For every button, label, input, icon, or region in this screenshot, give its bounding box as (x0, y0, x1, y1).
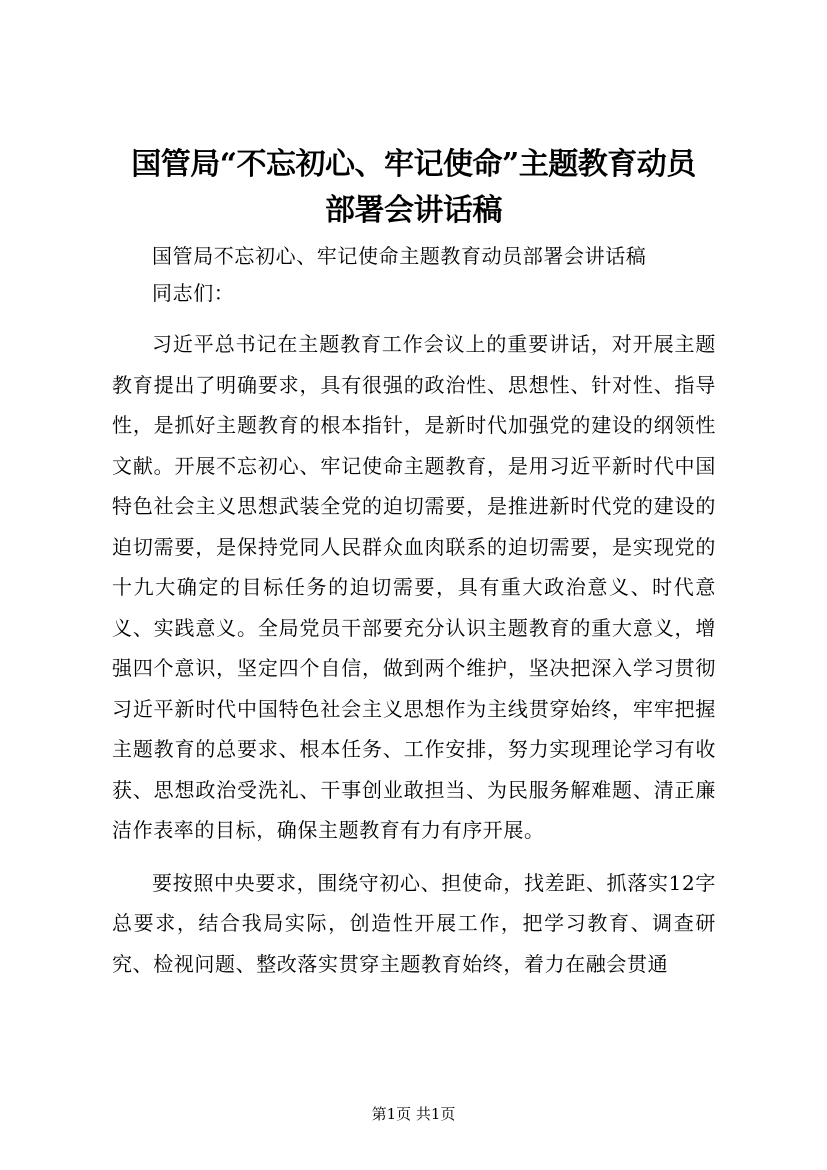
body-paragraph-1: 习近平总书记在主题教育工作会议上的重要讲话，对开展主题教育提出了明确要求，具有很强的政治性、思想性、针对性、指导性，是抓好主题教育的根本指针，是新时代加强党的建设的纲领性文献。开展不忘初心、牢记使命主题教育，是用习近平新时代中国特色社会主义思想武装全党的迫切需要，是推进新时代党的建设的迫切需要，是保持党同人民群众血肉联系的迫切需要，是实现党的十九大确定的目标任务的迫切需要，具有重大政治意义、时代意义、实践意义。全局党员干部要充分认识主题教育的重大意义，增强四个意识，坚定四个自信，做到两个维护，坚决把深入学习贯彻习近平新时代中国特色社会主义思想作为主线贯穿始终，牢牢把握主题教育的总要求、根本任务、工作安排，努力实现理论学习有收获、思想政治受洗礼、干事创业敢担当、为民服务解难题、清正廉洁作表率的目标，确保主题教育有力有序开展。 (112, 332, 716, 842)
page-footer: 第1页 共1页 (371, 1105, 456, 1123)
document-title (105, 142, 722, 234)
greeting: 同志们： (152, 281, 235, 305)
title-line-2: 部署会讲话稿 (325, 193, 502, 228)
title-line-1: 国管局“不忘初心、牢记使命”主题教育动员 (131, 147, 696, 182)
document-subtitle: 国管局不忘初心、牢记使命主题教育动员部署会讲话稿 (152, 244, 647, 268)
document-body (112, 238, 716, 984)
body-paragraph-2: 要按照中央要求，围绕守初心、担使命，找差距、抓落实12字总要求，结合我局实际，创造性开展工作，把学习教育、调查研究、检视问题、整改落实贯穿主题教育始终，着力在融会贯通 (112, 870, 716, 976)
